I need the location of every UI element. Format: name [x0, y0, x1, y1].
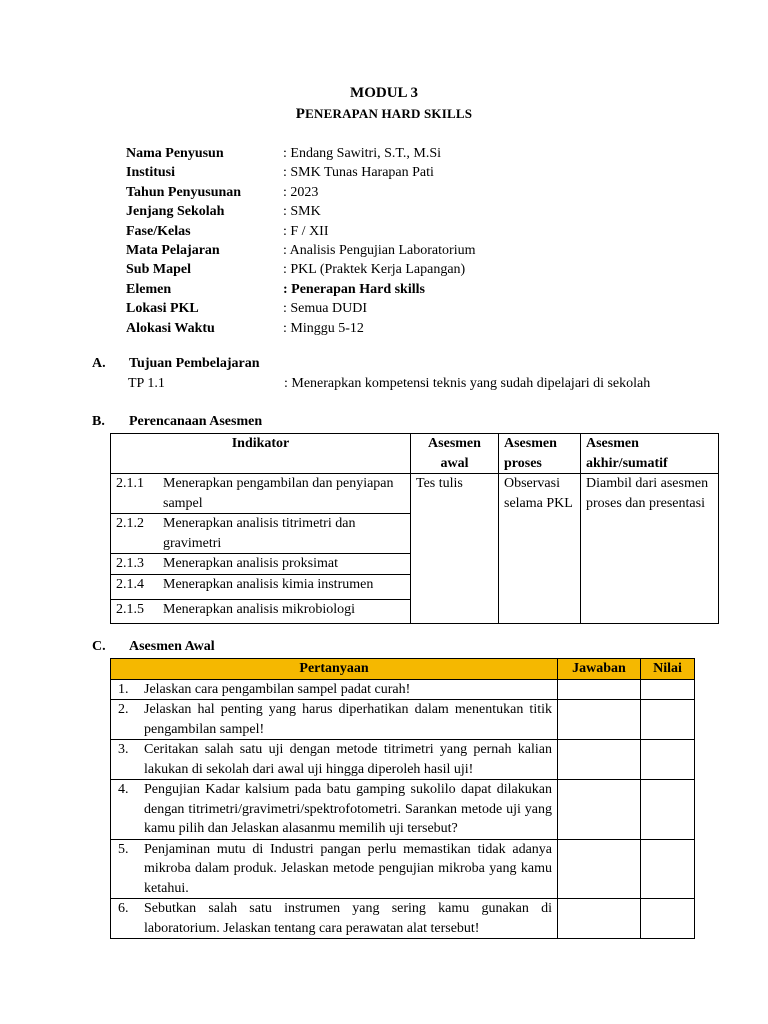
table-row	[111, 839, 695, 899]
section-c-heading	[0, 639, 215, 655]
header-pertanyaan: Pertanyaan	[111, 659, 558, 680]
header-line: Asesmen	[504, 436, 557, 451]
score-cell[interactable]	[641, 740, 695, 780]
score-cell[interactable]	[641, 700, 695, 740]
question-number: 6.	[118, 901, 129, 916]
learning-objective	[128, 376, 650, 392]
answer-cell[interactable]	[558, 700, 641, 740]
indicator-cell	[111, 514, 411, 554]
question-cell	[111, 679, 558, 700]
meta-label: Mata Pelajaran	[126, 242, 220, 258]
meta-value: : PKL (Praktek Kerja Lapangan)	[283, 262, 466, 278]
score-cell[interactable]	[641, 780, 695, 840]
question-cell	[111, 740, 558, 780]
meta-value: : F / XII	[283, 223, 329, 239]
header-asesmen-proses	[499, 434, 581, 474]
table-row	[111, 700, 695, 740]
section-title: Asesmen Awal	[129, 639, 215, 654]
meta-row	[126, 202, 475, 221]
meta-row	[126, 280, 475, 299]
section-b-heading	[0, 414, 262, 430]
table-row	[111, 899, 695, 939]
section-title: Perencanaan Asesmen	[129, 414, 263, 429]
meta-row	[126, 183, 475, 202]
section-letter: A.	[92, 356, 106, 371]
indicator-cell	[111, 554, 411, 575]
meta-row	[126, 319, 475, 338]
indicator-text: Menerapkan analisis mikrobiologi	[163, 601, 356, 617]
indicator-number: 2.1.5	[116, 601, 144, 617]
module-subtitle	[0, 106, 768, 123]
question-text: Sebutkan salah satu instrumen yang sering kamu gunakan di laboratorium. Jelaskan tentang cara perawatan alat tersebut!	[144, 901, 552, 936]
question-number: 3.	[118, 742, 129, 757]
question-number: 2.	[118, 702, 129, 717]
score-cell[interactable]	[641, 839, 695, 899]
table-row	[111, 740, 695, 780]
asesmen-akhir-cell: Diambil dari asesmen proses dan presentasi	[581, 474, 719, 624]
meta-value: : SMK	[283, 204, 321, 220]
header-asesmen-akhir	[581, 434, 719, 474]
module-metadata	[126, 144, 475, 338]
meta-value: : Analisis Pengujian Laboratorium	[283, 242, 476, 258]
asesmen-awal-cell: Tes tulis	[411, 474, 499, 624]
meta-label: Elemen	[126, 281, 172, 297]
indicator-cell	[111, 574, 411, 599]
score-cell[interactable]	[641, 899, 695, 939]
header-nilai: Nilai	[641, 659, 695, 680]
meta-label: Tahun Penyusunan	[126, 184, 242, 200]
header-line: awal	[440, 455, 469, 471]
tp-value: : Menerapkan kompetensi teknis yang sudah dipelajari di sekolah	[284, 376, 651, 391]
meta-value: : 2023	[283, 184, 319, 200]
meta-label: Fase/Kelas	[126, 223, 191, 239]
header-jawaban: Jawaban	[558, 659, 641, 680]
meta-row	[126, 241, 475, 260]
question-cell	[111, 839, 558, 899]
tp-label: TP 1.1	[128, 376, 165, 391]
answer-cell[interactable]	[558, 780, 641, 840]
meta-row	[126, 144, 475, 163]
section-letter: C.	[92, 639, 106, 654]
meta-row	[126, 299, 475, 318]
table-row	[111, 474, 719, 514]
header-line: proses	[504, 455, 542, 471]
indicator-text: Menerapkan analisis proksimat	[163, 556, 338, 571]
header-indikator: Indikator	[111, 434, 411, 474]
meta-value: : Minggu 5-12	[283, 320, 364, 336]
header-line: Asesmen	[586, 436, 639, 451]
meta-row	[126, 163, 475, 182]
indicator-text: Menerapkan analisis titrimetri dan gravimetri	[163, 516, 356, 551]
question-cell	[111, 780, 558, 840]
subtitle-initial: P	[295, 106, 306, 122]
meta-label: Institusi	[126, 165, 176, 181]
meta-label: Sub Mapel	[126, 262, 191, 278]
section-title: Tujuan Pembelajaran	[129, 356, 260, 371]
question-text: Ceritakan salah satu uji dengan metode titrimetri yang pernah kalian lakukan di sekolah dari awal uji hingga diperoleh hasil uji!	[144, 742, 552, 777]
subtitle-rest: ENERAPAN HARD SKILLS	[305, 106, 473, 121]
header-asesmen-awal	[411, 434, 499, 474]
table-header-row	[111, 434, 719, 474]
table-row	[111, 679, 695, 700]
meta-value: : Penerapan Hard skills	[283, 281, 425, 297]
answer-cell[interactable]	[558, 899, 641, 939]
score-cell[interactable]	[641, 679, 695, 700]
question-text: Jelaskan cara pengambilan sampel padat curah!	[144, 681, 411, 697]
module-title: MODUL 3	[350, 85, 418, 101]
question-text: Pengujian Kadar kalsium pada batu gamping sukolilo dapat dilakukan dengan titrimetri/gravimetri/spektrofotometri. Sarankan metode uji yang kamu pilih dan Jelaskan alasanmu memilih uji tersebut?	[144, 782, 552, 836]
answer-cell[interactable]	[558, 679, 641, 700]
header-line: akhir/sumatif	[586, 455, 668, 471]
table-row	[111, 780, 695, 840]
meta-label: Nama Penyusun	[126, 146, 224, 161]
meta-value: : SMK Tunas Harapan Pati	[283, 165, 434, 181]
section-letter: B.	[92, 414, 105, 429]
indicator-number: 2.1.1	[116, 476, 144, 491]
indicator-number: 2.1.3	[116, 556, 144, 571]
meta-label: Alokasi Waktu	[126, 320, 215, 336]
question-cell	[111, 700, 558, 740]
question-text: Jelaskan hal penting yang harus diperhatikan dalam menentukan titik pengambilan sampel!	[144, 702, 552, 737]
answer-cell[interactable]	[558, 740, 641, 780]
answer-cell[interactable]	[558, 839, 641, 899]
assessment-plan-table	[110, 433, 719, 624]
indicator-text: Menerapkan pengambilan dan penyiapan sampel	[163, 476, 394, 511]
meta-value: : Semua DUDI	[283, 301, 367, 317]
section-a-heading	[0, 356, 260, 372]
meta-row	[126, 222, 475, 241]
indicator-cell	[111, 599, 411, 623]
question-number: 1.	[118, 681, 129, 697]
meta-label: Lokasi PKL	[126, 301, 199, 317]
question-number: 4.	[118, 782, 129, 797]
indicator-cell	[111, 474, 411, 514]
question-number: 5.	[118, 841, 129, 857]
question-cell	[111, 899, 558, 939]
meta-label: Jenjang Sekolah	[126, 204, 225, 220]
meta-value: : Endang Sawitri, S.T., M.Si	[283, 146, 442, 161]
initial-assessment-table	[110, 658, 695, 939]
header-line: Asesmen	[428, 436, 481, 451]
table-header-row	[111, 659, 695, 680]
question-text: Penjaminan mutu di Industri pangan perlu memastikan tidak adanya mikroba dalam produk. Jelaskan metode pengujian mikroba yang kamu ketahui.	[144, 841, 552, 896]
indicator-number: 2.1.2	[116, 516, 144, 531]
indicator-text: Menerapkan analisis kimia instrumen	[163, 576, 374, 592]
indicator-number: 2.1.4	[116, 576, 144, 592]
meta-row	[126, 260, 475, 279]
asesmen-proses-cell: Observasi selama PKL	[499, 474, 581, 624]
